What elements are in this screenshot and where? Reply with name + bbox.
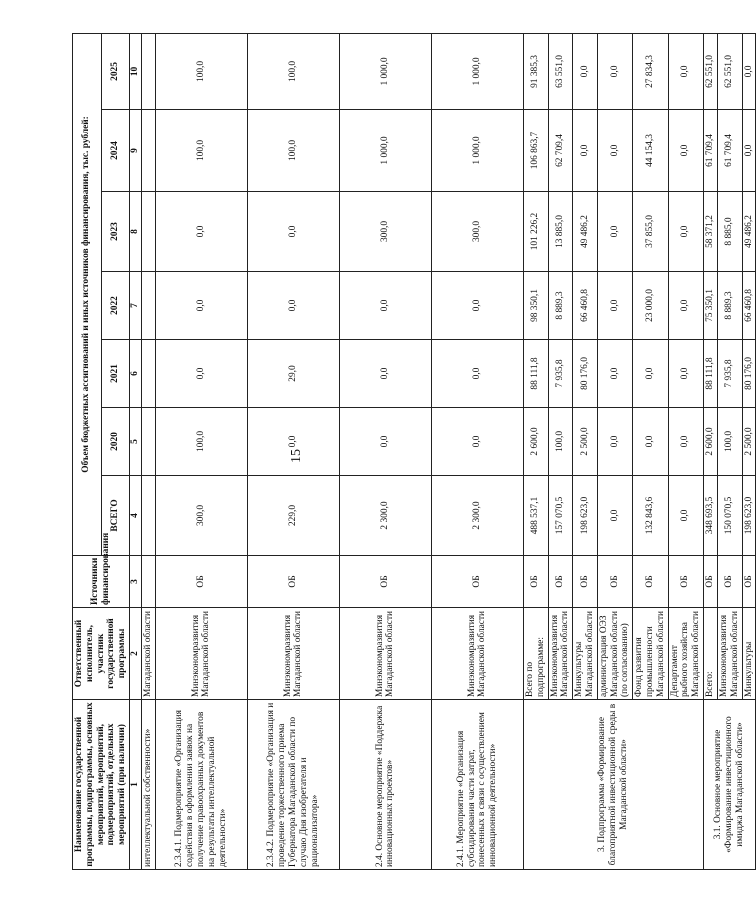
row-value: 100,0 — [155, 408, 247, 476]
row-value: 0,0 — [597, 33, 632, 109]
row-executor: Минэкономразвития Магаданской области — [247, 608, 339, 700]
row-executor: Минэкономразвития Магаданской области — [155, 608, 247, 700]
row-value: 27 834,3 — [633, 33, 668, 109]
row-executor: Всего: — [704, 608, 718, 700]
row-name: 2.4.1. Мероприятие «Организация субсидирования части затрат, понесенных в связи с осуществлением инновационной деятельности» — [431, 700, 523, 870]
row-value — [142, 408, 156, 476]
row-value: 488 537,1 — [523, 476, 548, 556]
row-value: 88 111,8 — [704, 340, 718, 408]
row-value: 0,0 — [742, 33, 756, 109]
row-value: 0,0 — [633, 408, 668, 476]
row-value — [142, 476, 156, 556]
row-value: 62 551,0 — [717, 33, 742, 109]
row-value: 157 070,5 — [548, 476, 573, 556]
row-value: 8 889,3 — [717, 272, 742, 340]
row-source: ОБ — [247, 556, 339, 608]
row-source: ОБ — [573, 556, 598, 608]
row-value: 62 709,4 — [548, 110, 573, 192]
row-value: 0,0 — [668, 272, 703, 340]
row-value: 0,0 — [431, 340, 523, 408]
row-source: ОБ — [633, 556, 668, 608]
row-value: 2 500,0 — [742, 408, 756, 476]
index-cell: 9 — [130, 110, 142, 192]
header-year: 2023 — [101, 192, 130, 272]
row-value: 75 350,1 — [704, 272, 718, 340]
row-value: 98 350,1 — [523, 272, 548, 340]
row-value: 7 935,8 — [548, 340, 573, 408]
row-name: 2.3.4.1. Подмероприятие «Организация содействия в оформлении заявок на получение правоохранных документов на результаты интеллектуальной деятельности» — [155, 700, 247, 870]
row-value — [142, 340, 156, 408]
row-value: 150 070,5 — [717, 476, 742, 556]
header-executor: Ответственный исполнитель, участник государственной программы — [73, 608, 130, 700]
row-value: 2 300,0 — [431, 476, 523, 556]
row-value: 8 889,3 — [548, 272, 573, 340]
row-value: 0,0 — [339, 408, 431, 476]
index-cell: 2 — [130, 608, 142, 700]
row-source: ОБ — [155, 556, 247, 608]
row-source: ОБ — [523, 556, 548, 608]
row-value: 300,0 — [431, 192, 523, 272]
index-cell: 6 — [130, 340, 142, 408]
row-value: 61 709,4 — [717, 110, 742, 192]
row-executor: Магаданской области — [142, 608, 156, 700]
row-value: 23 000,0 — [633, 272, 668, 340]
row-value: 91 385,3 — [523, 33, 548, 109]
row-value: 0,0 — [339, 272, 431, 340]
row-value: 13 885,0 — [548, 192, 573, 272]
row-value: 66 460,8 — [573, 272, 598, 340]
row-value: 348 693,5 — [704, 476, 718, 556]
row-source — [142, 556, 156, 608]
row-value: 0,0 — [339, 340, 431, 408]
row-value: 0,0 — [155, 192, 247, 272]
row-value: 198 623,0 — [573, 476, 598, 556]
group-name: 3.1. Основное мероприятие «Формирование инвестиционного имиджа Магаданской области» — [704, 700, 756, 870]
row-value: 0,0 — [573, 110, 598, 192]
row-value: 100,0 — [247, 110, 339, 192]
row-value: 66 460,8 — [742, 272, 756, 340]
row-value: 0,0 — [668, 33, 703, 109]
row-value: 100,0 — [717, 408, 742, 476]
row-value: 0,0 — [597, 110, 632, 192]
header-year: 2022 — [101, 272, 130, 340]
row-value: 300,0 — [339, 192, 431, 272]
row-executor: Минэкономразвития Магаданской области — [339, 608, 431, 700]
table-row — [247, 33, 339, 869]
row-value: 0,0 — [247, 408, 339, 476]
row-value: 2 600,0 — [704, 408, 718, 476]
row-value: 63 551,0 — [548, 33, 573, 109]
row-value: 0,0 — [155, 340, 247, 408]
row-source: ОБ — [431, 556, 523, 608]
row-value: 2 300,0 — [339, 476, 431, 556]
row-value: 100,0 — [155, 110, 247, 192]
header-volume: Объем бюджетных ассигнований и иных источников финансирования, тыс. рублей: — [73, 33, 102, 555]
row-value: 0,0 — [668, 408, 703, 476]
budget-table-rotated — [72, 34, 754, 870]
header-year: ВСЕГО — [101, 476, 130, 556]
row-value: 0,0 — [597, 340, 632, 408]
row-value: 0,0 — [742, 110, 756, 192]
page-number: 15 — [289, 449, 304, 463]
row-source: ОБ — [668, 556, 703, 608]
table-row — [339, 33, 431, 869]
row-source: ОБ — [717, 556, 742, 608]
row-value — [142, 272, 156, 340]
index-cell: 4 — [130, 476, 142, 556]
row-value: 300,0 — [155, 476, 247, 556]
row-source: ОБ — [742, 556, 756, 608]
row-value: 0,0 — [597, 272, 632, 340]
row-value: 37 855,0 — [633, 192, 668, 272]
row-value — [142, 110, 156, 192]
row-executor: Минэкономразвития Магаданской области — [717, 608, 742, 700]
row-name: интеллектуальной собственности» — [142, 700, 156, 870]
row-value: 2 600,0 — [523, 408, 548, 476]
row-value: 0,0 — [431, 408, 523, 476]
row-value: 0,0 — [668, 340, 703, 408]
index-cell: 1 — [130, 700, 142, 870]
row-value: 61 709,4 — [704, 110, 718, 192]
row-value: 7 935,8 — [717, 340, 742, 408]
row-value: 80 176,0 — [742, 340, 756, 408]
row-executor: Минэкономразвития Магаданской области — [431, 608, 523, 700]
table-body — [142, 33, 756, 869]
row-value: 0,0 — [633, 340, 668, 408]
table-row — [704, 33, 718, 869]
row-value: 44 154,3 — [633, 110, 668, 192]
index-cell: 5 — [130, 408, 142, 476]
row-value: 8 885,0 — [717, 192, 742, 272]
row-value: 1 000,0 — [339, 110, 431, 192]
row-value: 0,0 — [597, 192, 632, 272]
row-value: 0,0 — [155, 272, 247, 340]
row-executor: Департамент рыбного хозяйства Магаданской области — [668, 608, 703, 700]
row-value: 0,0 — [668, 476, 703, 556]
index-cell: 7 — [130, 272, 142, 340]
index-cell: 10 — [130, 33, 142, 109]
table-row — [431, 33, 523, 869]
row-value: 62 551,0 — [704, 33, 718, 109]
row-value: 1 000,0 — [339, 33, 431, 109]
row-value: 1 000,0 — [431, 110, 523, 192]
row-value: 106 863,7 — [523, 110, 548, 192]
index-cell: 3 — [130, 556, 142, 608]
table-row — [523, 33, 548, 869]
header-year: 2021 — [101, 340, 130, 408]
row-value: 100,0 — [247, 33, 339, 109]
row-executor: Минкультуры — [742, 608, 756, 700]
header-index-row — [130, 33, 142, 869]
row-value: 49 486,2 — [573, 192, 598, 272]
row-value: 100,0 — [548, 408, 573, 476]
row-executor: администрация ОЭЗ Магаданской области (по согласованию) — [597, 608, 632, 700]
row-value: 88 111,8 — [523, 340, 548, 408]
row-value: 58 371,2 — [704, 192, 718, 272]
header-year: 2024 — [101, 110, 130, 192]
row-value: 198 623,0 — [742, 476, 756, 556]
row-value: 0,0 — [668, 110, 703, 192]
row-value: 0,0 — [247, 272, 339, 340]
row-name: 2.4. Основное мероприятие «Поддержка инновационных проектов» — [339, 700, 431, 870]
row-value: 100,0 — [155, 33, 247, 109]
row-value: 2 500,0 — [573, 408, 598, 476]
budget-table — [72, 33, 756, 870]
row-value: 229,0 — [247, 476, 339, 556]
row-value: 0,0 — [668, 192, 703, 272]
row-value: 0,0 — [573, 33, 598, 109]
row-value: 49 486,2 — [742, 192, 756, 272]
header-year: 2025 — [101, 33, 130, 109]
row-value: 0,0 — [597, 476, 632, 556]
row-value: 0,0 — [247, 192, 339, 272]
row-value: 0,0 — [431, 272, 523, 340]
table-row — [142, 33, 156, 869]
row-value: 80 176,0 — [573, 340, 598, 408]
row-value: 101 226,2 — [523, 192, 548, 272]
index-cell: 8 — [130, 192, 142, 272]
group-name: 3. Подпрограмма «Формирование благоприятной инвестиционной среды в Магаданской области» — [523, 700, 703, 870]
row-executor: Всего по подпрограмме: — [523, 608, 548, 700]
row-source: ОБ — [548, 556, 573, 608]
header-year: 2020 — [101, 408, 130, 476]
row-value: 132 843,6 — [633, 476, 668, 556]
row-executor: Минэкономразвития Магаданской области — [548, 608, 573, 700]
row-value: 29,0 — [247, 340, 339, 408]
header-source: Источники финансирования — [73, 556, 130, 608]
header-name: Наименование государственной программы, подпрограммы, основных мероприятий, мероприятий, подмероприятий, отдельных мероприятий (при наличии) — [73, 700, 130, 870]
row-value — [142, 192, 156, 272]
row-name: 2.3.4.2. Подмероприятие «Организация и проведение торжественного приема Губернатора Магаданской области по случаю Дня изобретателя и рационализатора» — [247, 700, 339, 870]
row-source: ОБ — [339, 556, 431, 608]
table-row — [155, 33, 247, 869]
row-source: ОБ — [704, 556, 718, 608]
row-executor: Минкультуры Магаданской области — [573, 608, 598, 700]
row-value: 0,0 — [597, 408, 632, 476]
row-executor: Фонд развития промышленности Магаданской области — [633, 608, 668, 700]
row-value — [142, 33, 156, 109]
row-value: 1 000,0 — [431, 33, 523, 109]
row-source: ОБ — [597, 556, 632, 608]
